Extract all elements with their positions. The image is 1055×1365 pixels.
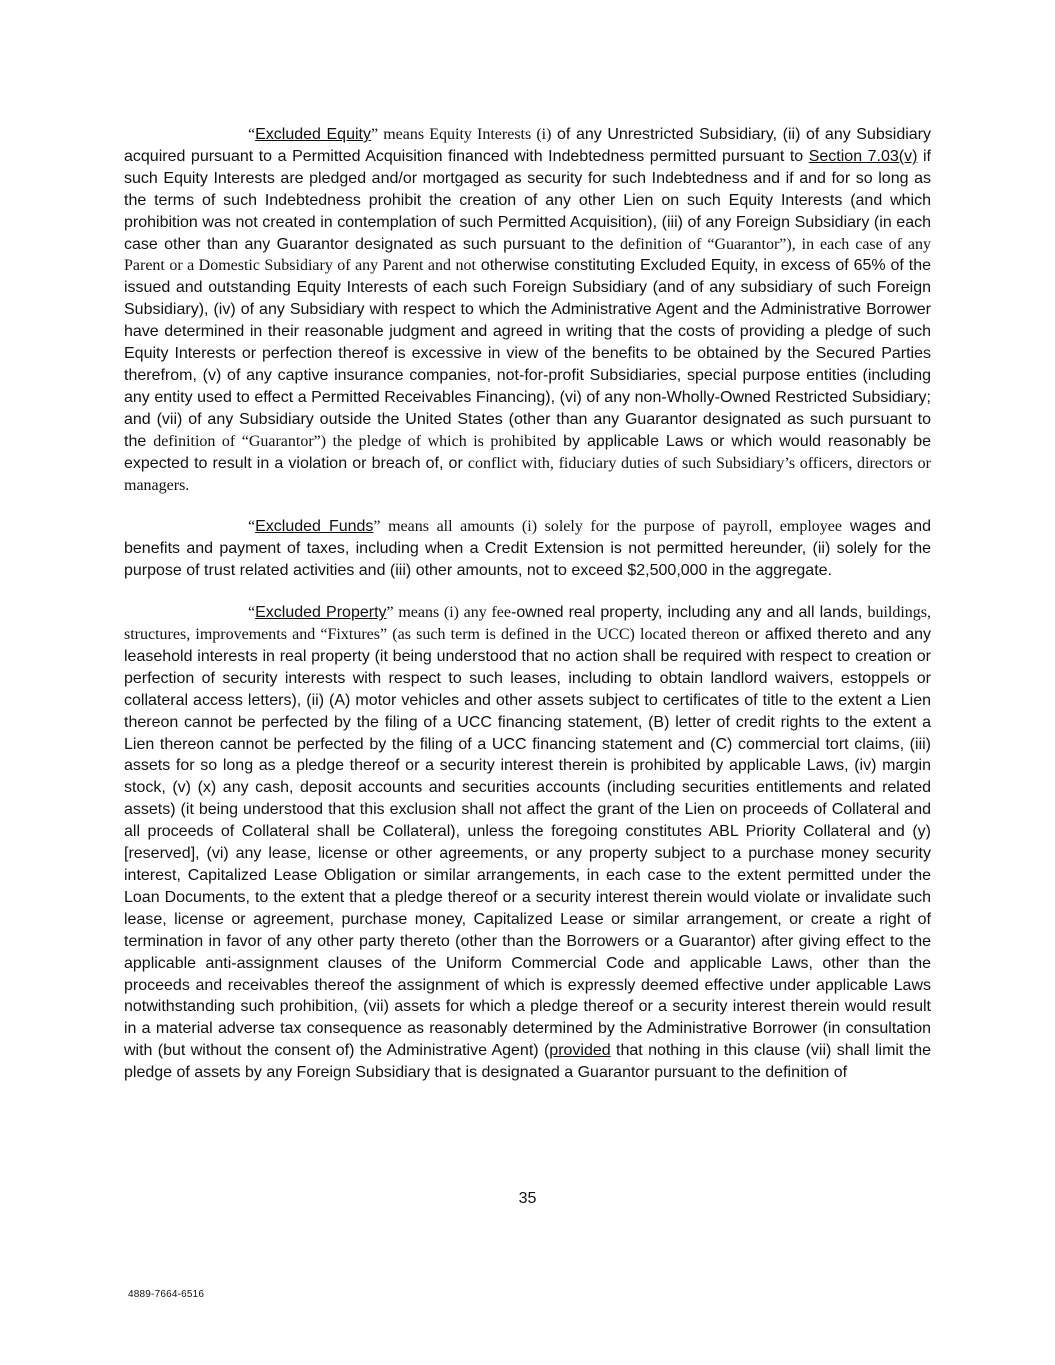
close-quote: ”	[386, 604, 394, 622]
excluded-funds-definition	[124, 516, 931, 582]
open-quote: “	[248, 126, 256, 143]
defined-term-excluded-funds: Excluded Funds	[255, 518, 374, 536]
definition-text: that nothing in this clause (vii) shall limit the pledge of assets by any Foreign Subsidiary that is designated a Guarantor pursuant to the definition of	[124, 1042, 932, 1082]
defined-term-excluded-property: Excluded Property	[255, 604, 387, 622]
defined-term-excluded-equity: Excluded Equity	[255, 126, 371, 143]
definition-text-serif: definition of “Guarantor”), in each case of any Parent or a Domestic Subsidiary of any Parent and not	[124, 235, 931, 275]
close-quote: ”	[370, 126, 379, 143]
definition-intro: means all amounts (i) solely for the purpose of payroll, employee	[380, 518, 842, 536]
definition-text: wages and benefits and payment of taxes, including when a Credit Extension is not permitted hereunder, (ii) solely for the purpose of trust related activities and (iii) other amounts, not to exceed $2,500,000 in the aggregate.	[124, 518, 931, 580]
excluded-property-definition	[124, 602, 931, 1084]
definition-text: of any Unrestricted Subsidiary, (ii) of any Subsidiary acquired pursuant to a Permitted Acquisition financed with Indebtedness permitted pursuant to	[124, 126, 932, 165]
open-quote: “	[248, 518, 256, 536]
page-number: 35	[518, 1190, 537, 1207]
definition-text-serif: definition of “Guarantor”) the pledge of which is prohibited	[153, 432, 557, 450]
definition-intro: means (i) any fee	[393, 604, 511, 622]
document-body	[124, 124, 931, 1084]
definition-text: by applicable Laws or which would reasonably be expected to result in a violation or breach of, or	[124, 432, 932, 472]
document-id: 4889-7664-6516	[128, 1289, 205, 1300]
section-reference: Section 7.03(v)	[808, 147, 918, 165]
definition-text: if such Equity Interests are pledged and/or mortgaged as security for such Indebtedness and if and for so long as the terms of such Indebtedness prohibit the creation of any other Lien on such Equity Interests (and which prohibition was not created in contemplation of such Permitted Acquisition), (iii) of any Foreign Subsidiary (in each case other than any Guarantor designated as such pursuant to the	[124, 147, 931, 253]
definition-text-serif: conflict with, fiduciary duties of such Subsidiary’s officers, directors or managers.	[124, 454, 932, 494]
definition-text-serif: buildings, structures, improvements and “Fixtures” (as such term is defined in the UCC) located thereon	[124, 604, 932, 644]
open-quote: “	[248, 604, 256, 622]
definition-text: or affixed thereto and any leasehold interests in real property (it being understood that no action shall be required with respect to creation or perfection of security interests with respect to such leases, including to obtain landlord waivers, estoppels or collateral access letters), (ii) (A) motor vehicles and other assets subject to certificates of title to the extent a Lien thereon cannot be perfected by the filing of a UCC financing statement, (B) letter of credit rights to the extent a Lien thereon cannot be perfected by the filing of a UCC financing statement and (C) commercial tort claims, (iii) assets for so long as a pledge thereof or a security interest therein is prohibited by applicable Laws, (iv) margin stock, (v) (x) any cash, deposit accounts and securities accounts (including securities entitlements and related assets) (it being understood that this exclusion shall not affect the grant of the Lien on proceeds of Collateral and all proceeds of Collateral shall be Collateral), unless the foregoing constitutes ABL Priority Collateral and (y) [reserved], (vi) any lease, license or other agreements, or any property subject to a purchase money security interest, Capitalized Lease Obligation or similar arrangements, in each case to the extent permitted under the Loan Documents, to the extent that a pledge thereof or a security interest therein would violate or invalidate such lease, license or agreement, purchase money, Capitalized Lease or similar arrangement, or create a right of termination in favor of any other party thereto (other than the Borrowers or a Guarantor) after giving effect to the applicable anti-assignment clauses of the Uniform Commercial Code and applicable Laws, other than the proceeds and receivables thereof the assignment of which is expressly deemed effective under applicable Laws notwithstanding such prohibition, (vii) assets for which a pledge thereof or a security interest therein would result in a material adverse tax consequence as reasonably determined by the Administrative Borrower (in consultation with (but without the consent of) the Administrative Agent) (	[124, 626, 932, 1060]
definition-intro: means Equity Interests (i)	[378, 126, 552, 143]
provided-term: provided	[549, 1042, 611, 1060]
definition-text: otherwise constituting Excluded Equity, in excess of 65% of the issued and outstanding Equity Interests of each such Foreign Subsidiary (and of any subsidiary of such Foreign Subsidiary), (iv) of any Subsidiary with respect to which the Administrative Agent and the Administrative Borrower have determined in their reasonable judgment and agreed in writing that the costs of providing a pledge of such Equity Interests or perfection thereof is excessive in view of the benefits to be obtained by the Secured Parties therefrom, (v) of any captive insurance companies, not-for-profit Subsidiaries, special purpose entities (including any entity used to effect a Permitted Receivables Financing), (vi) of any non-Wholly-Owned Restricted Subsidiary; and (vii) of any Subsidiary outside the United States (other than any Guarantor designated as such pursuant to the	[124, 257, 932, 450]
excluded-equity-definition	[124, 124, 931, 496]
close-quote: ”	[373, 518, 381, 536]
definition-text: -owned real property, including any and all lands,	[510, 604, 868, 622]
